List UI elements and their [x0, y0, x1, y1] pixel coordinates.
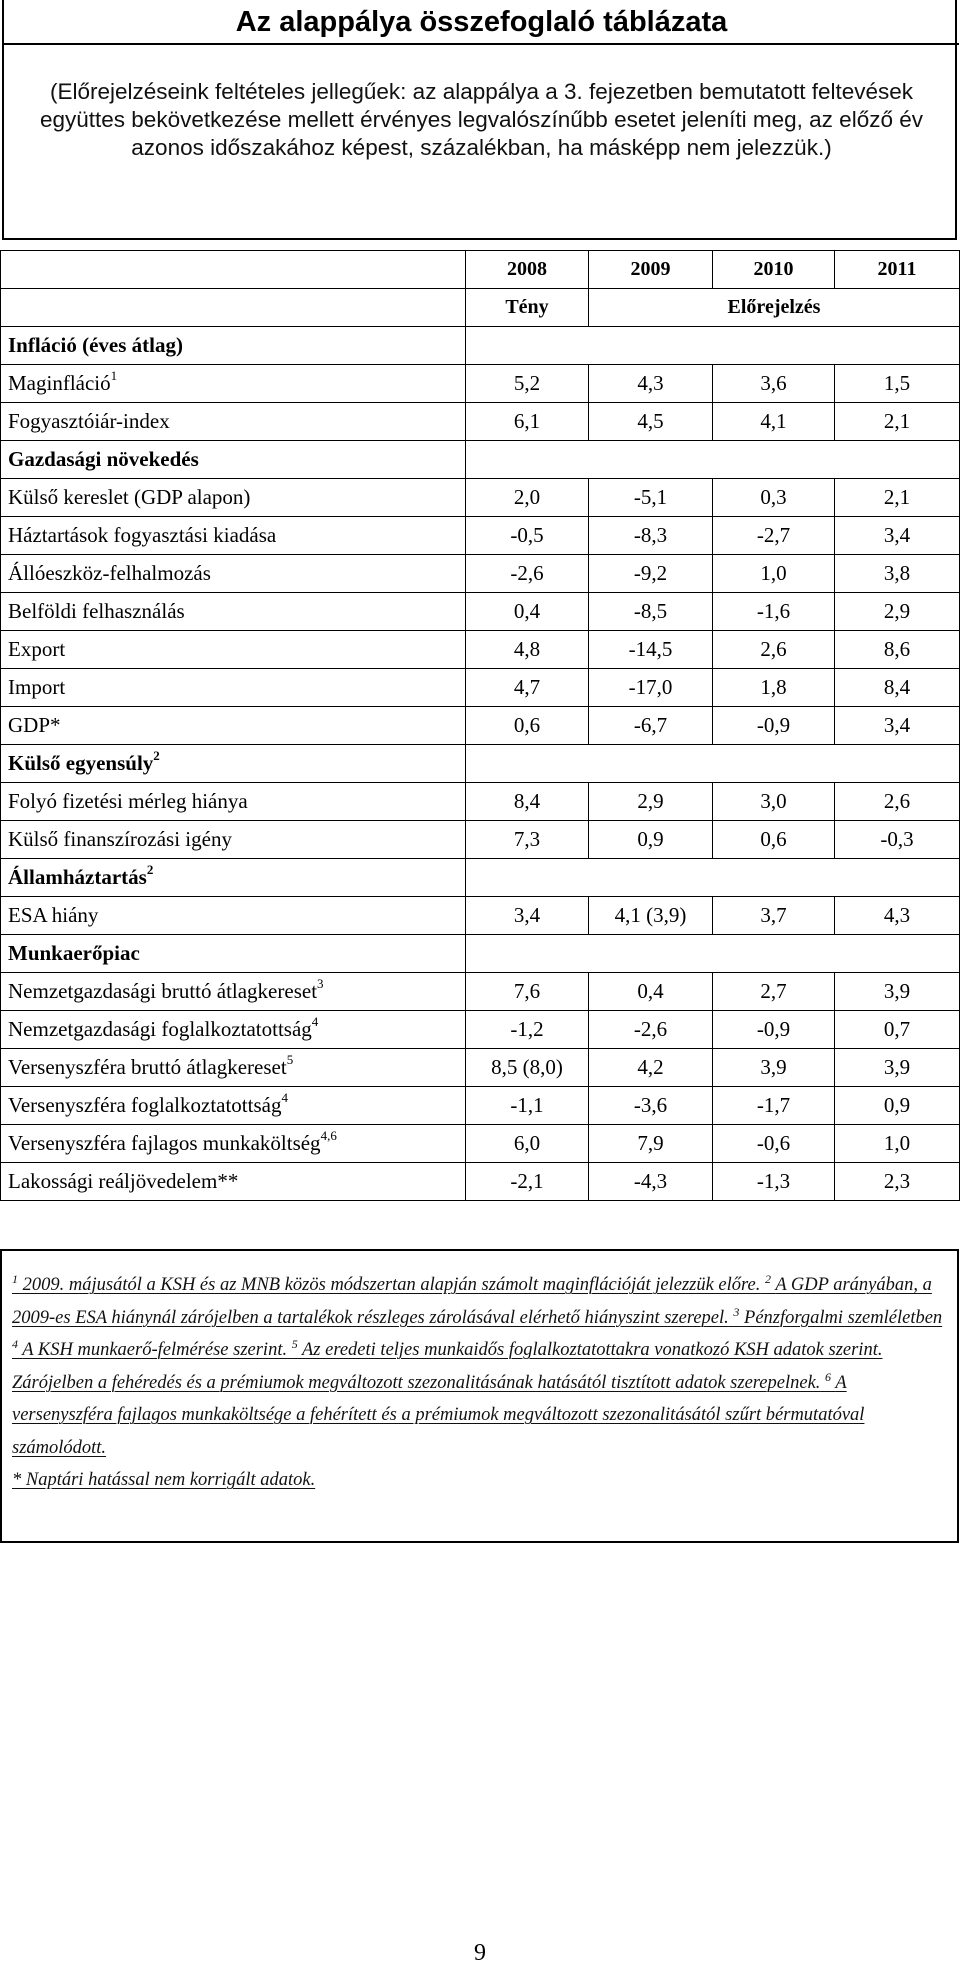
value-2008: -0,5: [466, 517, 589, 555]
year-2011: 2011: [835, 251, 960, 289]
table-row: [1, 669, 960, 707]
value-2009: -17,0: [589, 669, 713, 707]
value-2008: -1,2: [466, 1011, 589, 1049]
row-footnote-mark: 4: [311, 1014, 319, 1029]
value-2011: 2,3: [835, 1163, 960, 1201]
value-2011: 0,9: [835, 1087, 960, 1125]
row-label-text: Nemzetgazdasági bruttó átlagkereset: [8, 979, 318, 1003]
section-row: [1, 327, 960, 365]
value-2011: 4,3: [835, 897, 960, 935]
section-title: [1, 935, 466, 973]
value-2009: -14,5: [589, 631, 713, 669]
footnote-2: A GDP arányában, a 2009-es ESA hiánynál zárójelben a tartalékok részleges zárolásával elérhető hiányszint szerepel.: [12, 1275, 932, 1328]
footnote-1: 2009. májusától a KSH és az MNB közös módszertan alapján számolt maginflációját jelezzük előre.: [22, 1275, 761, 1295]
value-2009: -9,2: [589, 555, 713, 593]
value-2011: 1,0: [835, 1125, 960, 1163]
row-label: [1, 403, 466, 441]
row-label-text: GDP*: [8, 713, 61, 737]
section-title: [1, 859, 466, 897]
value-2010: -2,7: [713, 517, 835, 555]
row-label-text: Folyó fizetési mérleg hiánya: [8, 789, 248, 813]
row-label-text: Külső finanszírozási igény: [8, 827, 232, 851]
table-row: [1, 479, 960, 517]
table-row: [1, 897, 960, 935]
value-2008: 6,0: [466, 1125, 589, 1163]
value-2008: 7,3: [466, 821, 589, 859]
value-2008: 0,6: [466, 707, 589, 745]
value-2008: 3,4: [466, 897, 589, 935]
section-empty-cell: [466, 745, 960, 783]
row-label-text: Lakossági reáljövedelem**: [8, 1169, 239, 1193]
value-2009: 4,1 (3,9): [589, 897, 713, 935]
value-2010: 3,0: [713, 783, 835, 821]
footnotes-box: [0, 1249, 959, 1543]
value-2010: 3,9: [713, 1049, 835, 1087]
row-label: [1, 1163, 466, 1201]
value-2008: -2,1: [466, 1163, 589, 1201]
value-2010: 4,1: [713, 403, 835, 441]
row-label-text: Import: [8, 675, 66, 699]
value-2009: -4,3: [589, 1163, 713, 1201]
section-footnote-mark: 2: [146, 862, 154, 877]
intro-paragraph: (Előrejelzéseink feltételes jellegűek: az alappálya a 3. fejezetben bemutatott feltevések együttes bekövetkezése mellett érvényes legvalószínűbb esetet jeleníti meg, az előző év azonos időszakához képest, százalékban, ha másképp nem jelezzük.): [39, 79, 923, 160]
section-title-text: Munkaerőpiac: [8, 941, 140, 965]
value-2008: 6,1: [466, 403, 589, 441]
forecast-label: Előrejelzés: [589, 289, 960, 327]
table-row: [1, 1087, 960, 1125]
row-label-text: Nemzetgazdasági foglalkoztatottság: [8, 1017, 312, 1041]
row-label-text: Külső kereslet (GDP alapon): [8, 485, 251, 509]
section-title-text: Infláció (éves átlag): [8, 333, 183, 357]
value-2010: -1,3: [713, 1163, 835, 1201]
footnotes-text: [12, 1269, 947, 1497]
table-row: [1, 631, 960, 669]
footnote-star: * Naptári hatással nem korrigált adatok.: [12, 1470, 316, 1490]
row-label-text: Belföldi felhasználás: [8, 599, 185, 623]
table-row: [1, 821, 960, 859]
section-title: [1, 441, 466, 479]
row-label: [1, 479, 466, 517]
row-label: [1, 1049, 466, 1087]
row-label-text: Fogyasztóiár-index: [8, 409, 170, 433]
row-label-text: Export: [8, 637, 66, 661]
value-2009: -3,6: [589, 1087, 713, 1125]
page-title: Az alappálya összefoglaló táblázata: [4, 0, 959, 45]
section-row: [1, 935, 960, 973]
section-title-text: Külső egyensúly: [8, 751, 154, 775]
row-label-text: Állóeszköz-felhalmozás: [8, 561, 211, 585]
row-label: [1, 555, 466, 593]
footnote-4-mark: 4: [12, 1337, 18, 1351]
row-label: [1, 897, 466, 935]
row-footnote-mark: 3: [317, 976, 324, 991]
page-number: 9: [474, 1940, 486, 1966]
footnote-3: Pénzforgalmi szemléletben: [744, 1307, 943, 1328]
value-2009: 0,4: [589, 973, 713, 1011]
value-2008: 0,4: [466, 593, 589, 631]
row-label-text: Háztartások fogyasztási kiadása: [8, 523, 277, 547]
forecast-table: [0, 250, 960, 1201]
value-2010: 1,0: [713, 555, 835, 593]
table-row: [1, 593, 960, 631]
header-empty-cell: [1, 289, 466, 327]
value-2010: 0,6: [713, 821, 835, 859]
row-label: [1, 973, 466, 1011]
value-2011: 8,4: [835, 669, 960, 707]
table-row: [1, 707, 960, 745]
section-row: [1, 859, 960, 897]
value-2010: 1,8: [713, 669, 835, 707]
row-label: [1, 631, 466, 669]
table-row: [1, 973, 960, 1011]
value-2008: -1,1: [466, 1087, 589, 1125]
row-label: [1, 821, 466, 859]
footnote-4: A KSH munkaerő-felmérése szerint.: [22, 1340, 288, 1360]
footnote-3-mark: 3: [733, 1304, 740, 1319]
table-row: [1, 783, 960, 821]
row-label: [1, 593, 466, 631]
table-row: [1, 1163, 960, 1201]
table-row: [1, 555, 960, 593]
value-2010: 3,7: [713, 897, 835, 935]
footnote-2-mark: 2: [765, 1272, 772, 1286]
value-2009: 4,2: [589, 1049, 713, 1087]
section-row: [1, 745, 960, 783]
row-label: [1, 1125, 466, 1163]
value-2011: 2,6: [835, 783, 960, 821]
row-footnote-mark: 4: [281, 1090, 288, 1105]
row-label: [1, 365, 466, 403]
value-2010: 2,6: [713, 631, 835, 669]
value-2009: 4,5: [589, 403, 713, 441]
section-empty-cell: [466, 327, 960, 365]
footnote-6: A versenyszféra fajlagos munkaköltsége a fehérített és a prémiumok megváltozott szezonalitásától szűrt bérmutatóval számolódott.: [12, 1372, 865, 1458]
value-2009: -6,7: [589, 707, 713, 745]
value-2010: 2,7: [713, 973, 835, 1011]
value-2011: -0,3: [835, 821, 960, 859]
row-label: [1, 1011, 466, 1049]
row-footnote-mark: 4,6: [320, 1128, 337, 1143]
value-2008: 4,7: [466, 669, 589, 707]
year-2010: 2010: [713, 251, 835, 289]
header-empty-cell: [1, 251, 466, 289]
row-footnote-mark: 1: [110, 368, 118, 383]
section-title: [1, 745, 466, 783]
section-footnote-mark: 2: [153, 748, 160, 763]
value-2009: 7,9: [589, 1125, 713, 1163]
value-2010: -1,7: [713, 1087, 835, 1125]
row-label: [1, 783, 466, 821]
value-2010: -0,9: [713, 707, 835, 745]
table-row: [1, 517, 960, 555]
row-label: [1, 669, 466, 707]
footnote-5-mark: 5: [291, 1337, 298, 1351]
table-row: [1, 403, 960, 441]
value-2011: 2,9: [835, 593, 960, 631]
value-2010: -0,9: [713, 1011, 835, 1049]
value-2008: 5,2: [466, 365, 589, 403]
value-2008: -2,6: [466, 555, 589, 593]
value-2011: 2,1: [835, 479, 960, 517]
value-2009: -8,5: [589, 593, 713, 631]
section-empty-cell: [466, 859, 960, 897]
row-label-text: Versenyszféra bruttó átlagkereset: [8, 1055, 287, 1079]
section-empty-cell: [466, 441, 960, 479]
value-2008: 8,5 (8,0): [466, 1049, 589, 1087]
footnote-5: Az eredeti teljes munkaidős foglalkoztatottakra vonatkozó KSH adatok szerint. Zárójelben a fehéredés és a prémiumok megváltozott szezonalitásának hatásától tisztított adatok szerepelnek.: [12, 1340, 883, 1393]
year-2009: 2009: [589, 251, 713, 289]
fact-forecast-row: [1, 289, 960, 327]
value-2009: -2,6: [589, 1011, 713, 1049]
value-2009: 2,9: [589, 783, 713, 821]
year-2008: 2008: [466, 251, 589, 289]
row-label: [1, 1087, 466, 1125]
value-2011: 2,1: [835, 403, 960, 441]
row-label: [1, 707, 466, 745]
table-row: [1, 1049, 960, 1087]
value-2009: -8,3: [589, 517, 713, 555]
table-row: [1, 1125, 960, 1163]
value-2011: 8,6: [835, 631, 960, 669]
value-2011: 3,9: [835, 1049, 960, 1087]
summary-header-box: [2, 0, 957, 240]
row-label-text: Maginfláció: [8, 371, 111, 395]
table-row: [1, 1011, 960, 1049]
value-2008: 8,4: [466, 783, 589, 821]
value-2011: 0,7: [835, 1011, 960, 1049]
section-title-text: Gazdasági növekedés: [8, 447, 199, 471]
section-empty-cell: [466, 935, 960, 973]
value-2010: 3,6: [713, 365, 835, 403]
value-2010: -1,6: [713, 593, 835, 631]
value-2011: 3,4: [835, 517, 960, 555]
value-2011: 3,9: [835, 973, 960, 1011]
value-2009: 0,9: [589, 821, 713, 859]
table-row: [1, 365, 960, 403]
footnote-1-mark: 1: [12, 1272, 18, 1286]
section-title: [1, 327, 466, 365]
section-title-text: Államháztartás: [8, 865, 147, 889]
value-2009: 4,3: [589, 365, 713, 403]
value-2008: 7,6: [466, 973, 589, 1011]
value-2011: 3,8: [835, 555, 960, 593]
value-2008: 4,8: [466, 631, 589, 669]
value-2010: -0,6: [713, 1125, 835, 1163]
value-2010: 0,3: [713, 479, 835, 517]
fact-label: Tény: [466, 289, 589, 327]
row-footnote-mark: 5: [286, 1052, 294, 1067]
value-2011: 3,4: [835, 707, 960, 745]
row-label-text: ESA hiány: [8, 903, 99, 927]
year-header-row: [1, 251, 960, 289]
value-2009: -5,1: [589, 479, 713, 517]
row-label-text: Versenyszféra foglalkoztatottság: [8, 1093, 282, 1117]
row-label: [1, 517, 466, 555]
value-2011: 1,5: [835, 365, 960, 403]
footnote-6-mark: 6: [825, 1369, 832, 1384]
section-row: [1, 441, 960, 479]
row-label-text: Versenyszféra fajlagos munkaköltség: [8, 1131, 321, 1155]
value-2008: 2,0: [466, 479, 589, 517]
